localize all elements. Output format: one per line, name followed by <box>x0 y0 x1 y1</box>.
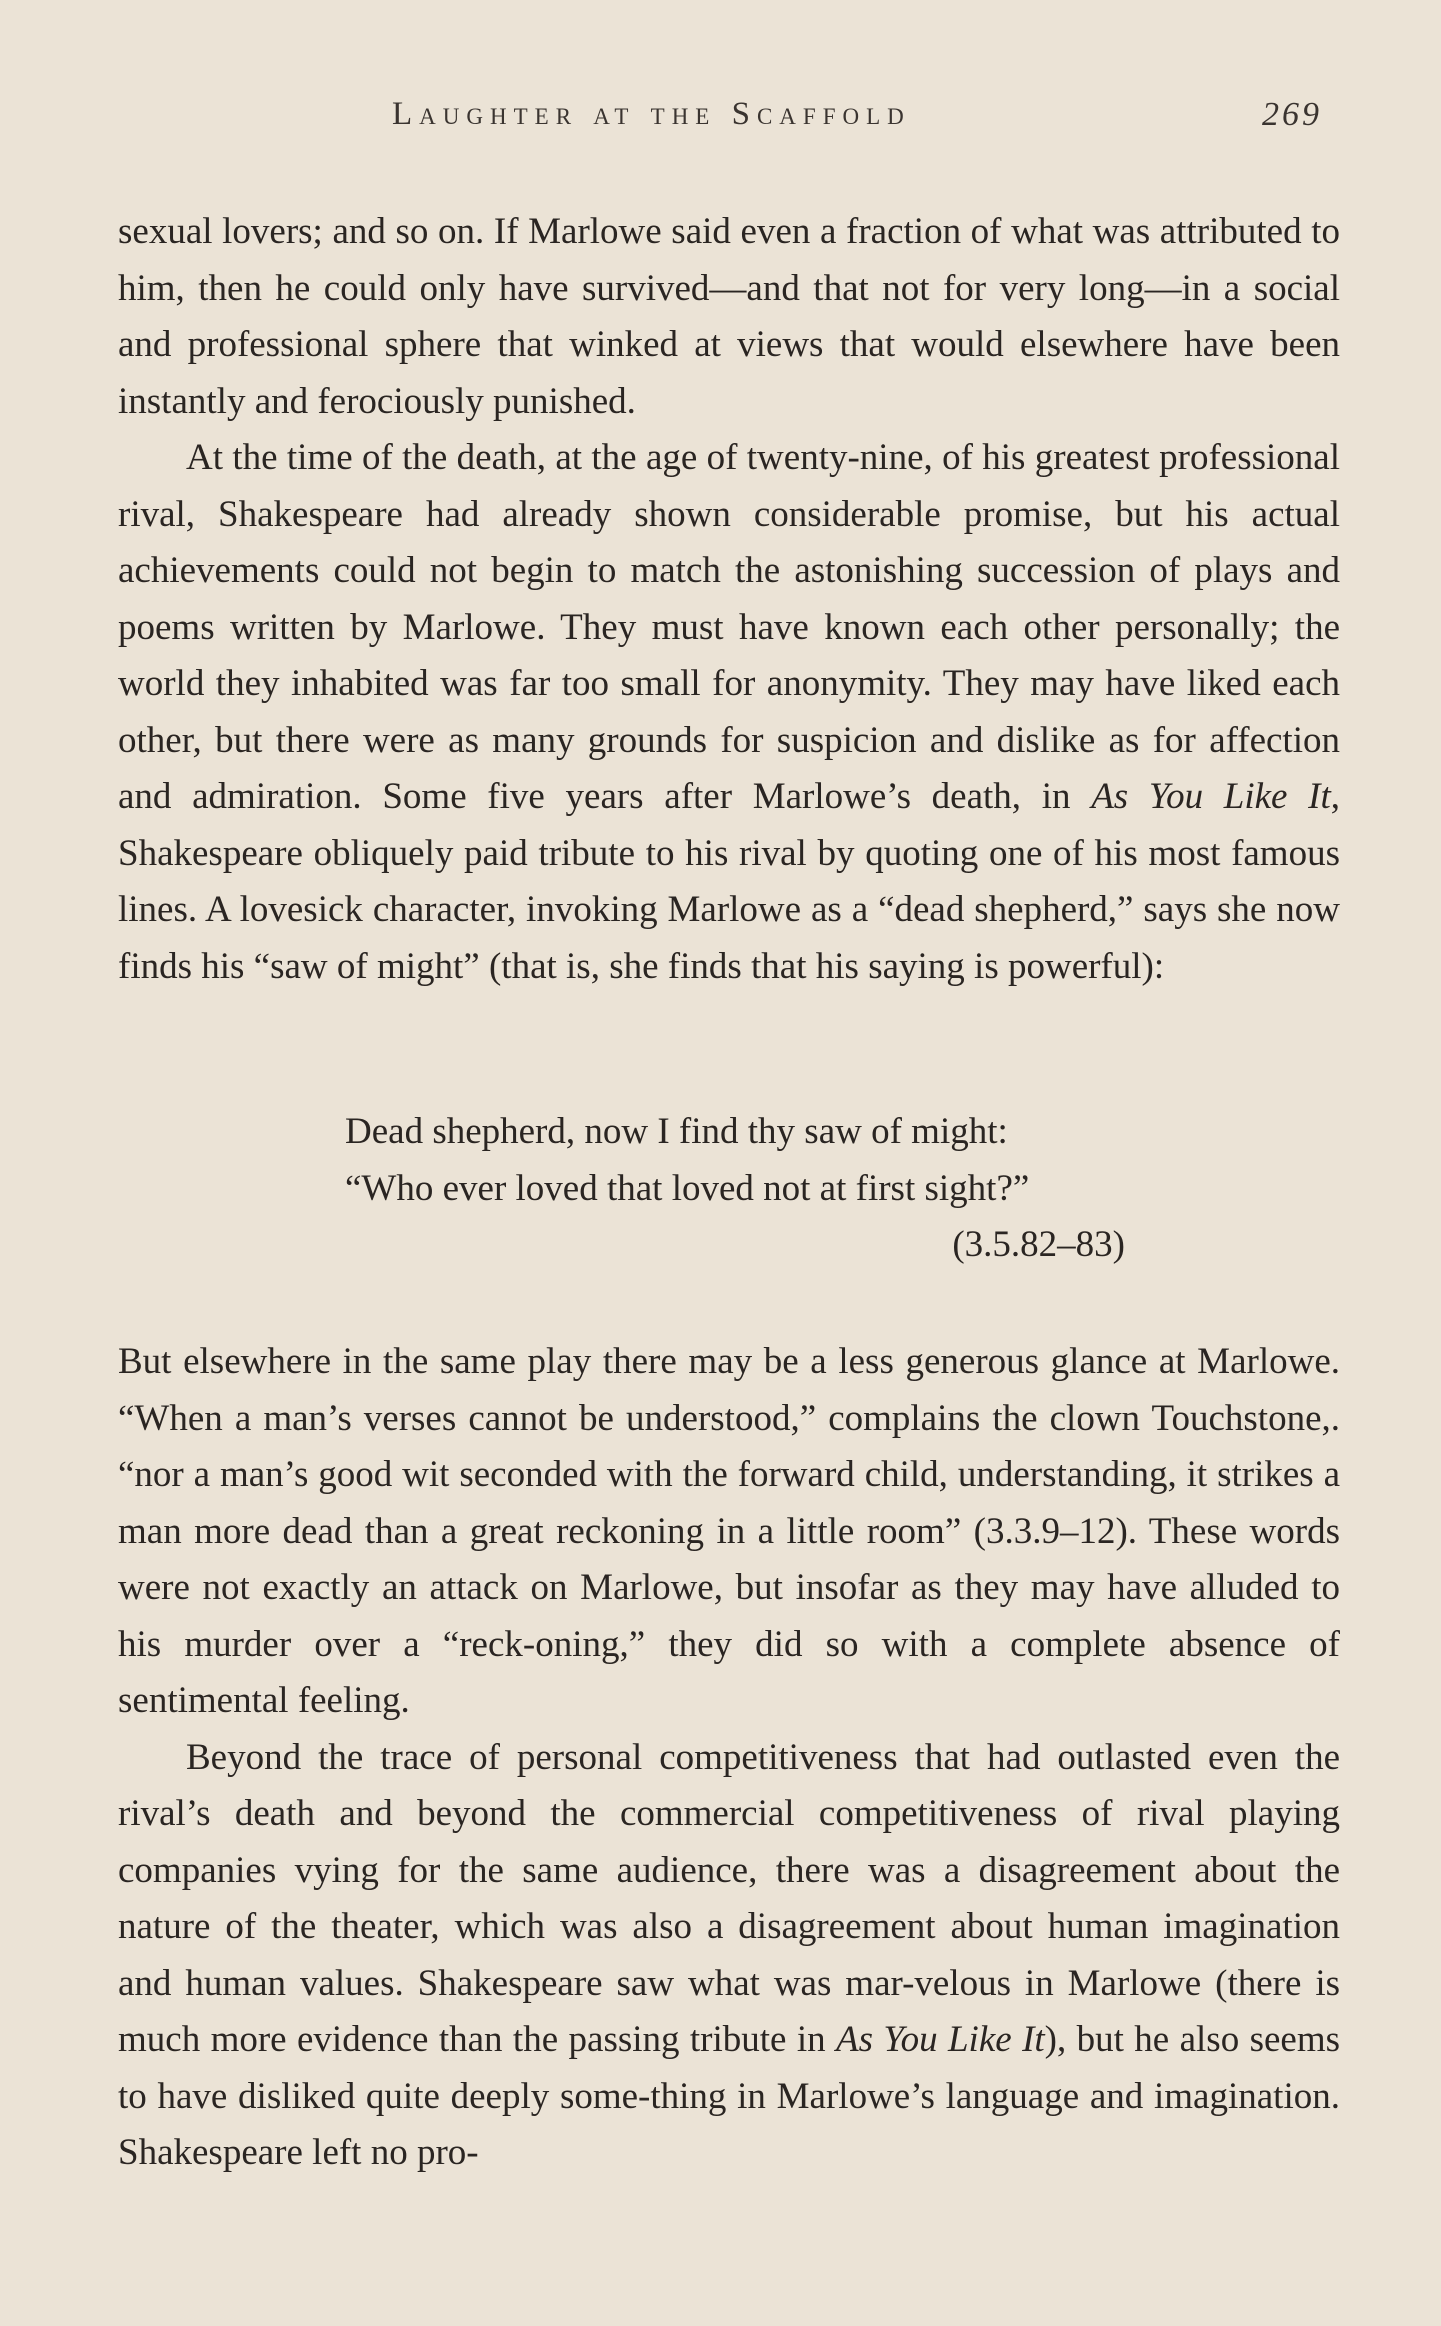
paragraph-text: sexual lovers; and so on. If Marlowe said even a fraction of what was attributed to him, then he could only have survived—and that not for very long—in a social and professional sphere that winked at views that would elsewhere have been instantly and ferociously punished. <box>118 211 1340 422</box>
block-quote <box>345 1104 1125 1274</box>
body-text-bottom <box>118 1334 1340 2182</box>
paragraph <box>118 1334 1340 1730</box>
body-text-top <box>118 204 1340 995</box>
paragraph <box>118 204 1340 430</box>
running-head-title: Laughter at the Scaffold <box>392 96 911 132</box>
quote-line: “Who ever loved that loved not at first sight?” <box>345 1167 1030 1209</box>
paragraph <box>118 430 1340 995</box>
book-title-italic: As You Like It <box>836 2019 1045 2060</box>
paragraph-text: , Shakespeare obliquely paid tribute to his rival by quoting one of his most famous lines. A lovesick character, invoking Marlowe as a “dead shepherd,” says she now finds his “saw of might” (that is, she finds that his saying is powerful): <box>118 776 1341 987</box>
book-title-italic: As You Like It <box>1091 776 1331 817</box>
paragraph <box>118 1730 1340 2182</box>
quote-citation: (3.5.82–83) <box>952 1224 1125 1265</box>
page-number: 269 <box>1262 96 1322 133</box>
paragraph-text: At the time of the death, at the age of twenty-nine, of his greatest professional rival, Shakespeare had already shown considerable promise, but his actual achievements could not begin to match the astonishing succession of plays and poems written by Marlowe. They must have known each other personally; the world they inhabited was far too small for anonymity. They may have liked each other, but there were as many grounds for suspicion and dislike as for affection and admiration. Some five years after Marlowe’s death, in <box>118 437 1340 817</box>
quote-line: Dead shepherd, now I find thy saw of might: <box>345 1111 1008 1152</box>
running-head <box>0 96 1441 146</box>
paragraph-text: ), but he also seems to have disliked quite deeply some-thing in Marlowe’s language and imagination. Shakespeare left no pro- <box>118 2019 1341 2173</box>
paragraph-text: But elsewhere in the same play there may be a less generous glance at Marlowe. “When a man’s verses cannot be understood,” complains the clown Touchstone,. “nor a man’s good wit seconded with the forward child, understanding, it strikes a man more dead than a great reckoning in a little room” (3.3.9–12). These words were not exactly an attack on Marlowe, but insofar as they may have alluded to his murder over a “reck-oning,” they did so with a complete absence of sentimental feeling. <box>118 1341 1340 1721</box>
paragraph-text: Beyond the trace of personal competitiveness that had outlasted even the rival’s death and beyond the commercial competitiveness of rival playing companies vying for the same audience, there was a disagreement about the nature of the theater, which was also a disagreement about human imagination and human values. Shakespeare saw what was mar-velous in Marlowe (there is much more evidence than the passing tribute in <box>118 1736 1340 2060</box>
